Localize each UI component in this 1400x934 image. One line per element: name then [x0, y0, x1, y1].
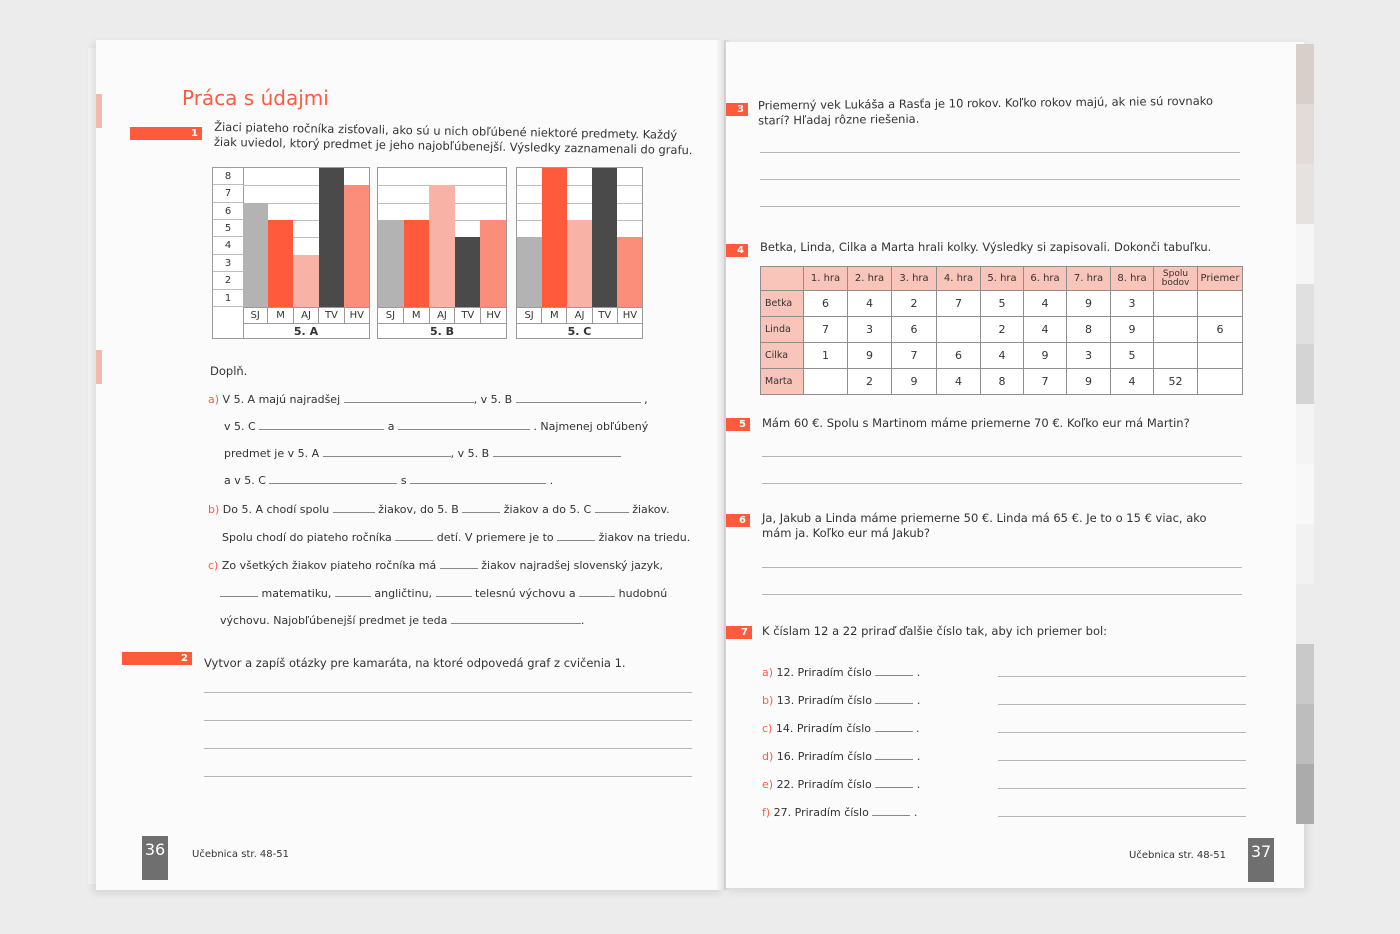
chart-class-label: 5. A: [243, 323, 369, 339]
ex7-item-e: e) 22. Priradím číslo .: [762, 778, 921, 791]
table-cell: 4: [1111, 369, 1154, 395]
x-tick-label: HV: [622, 310, 638, 321]
page-number: 36: [142, 836, 168, 880]
page-number: 37: [1248, 838, 1274, 882]
answer-blank[interactable]: [451, 613, 581, 624]
edge-tab: [1296, 644, 1314, 704]
right-page: [726, 42, 1304, 888]
y-tick-label: 6: [213, 203, 243, 220]
answer-blank[interactable]: [410, 473, 546, 484]
edge-tab: [1296, 224, 1314, 284]
bar-sj: [378, 220, 404, 307]
table-cell: 9: [848, 343, 892, 369]
table-cell: 6: [804, 291, 848, 317]
exercise-7-text: K číslam 12 a 22 priraď ďalšie číslo tak, aby ich priemer bol:: [762, 624, 1108, 638]
edge-tab: [1296, 104, 1314, 164]
answer-blank[interactable]: [557, 530, 595, 541]
answer-line[interactable]: [998, 732, 1246, 733]
table-cell[interactable]: [1154, 317, 1198, 343]
answer-line[interactable]: [204, 748, 692, 749]
table-cell: 8: [1067, 317, 1111, 343]
bar-tv: [592, 168, 617, 307]
ex7-item-f: f) 27. Priradím číslo .: [762, 806, 918, 819]
edge-tab: [1296, 44, 1314, 104]
edge-tab: [1296, 704, 1314, 764]
bar-chart-5b: [377, 167, 507, 339]
footer-textbook-ref: Učebnica str. 48-51: [1129, 850, 1226, 861]
bar-hv: [480, 220, 506, 307]
table-cell: 3: [1067, 343, 1111, 369]
answer-blank[interactable]: [493, 446, 621, 457]
edge-tab: [1296, 344, 1314, 404]
answer-blank[interactable]: [395, 530, 433, 541]
table-cell[interactable]: [937, 317, 981, 343]
answer-line[interactable]: [998, 816, 1246, 817]
table-cell: 7: [1024, 369, 1067, 395]
exercise-5-number: 5: [726, 418, 750, 431]
column-header: Priemer: [1198, 267, 1243, 291]
bar-tv: [319, 168, 344, 307]
x-tick-label: TV: [593, 308, 618, 323]
bar-hv: [344, 185, 369, 307]
bar-chart-5a: [212, 167, 370, 339]
column-header: Spolu bodov: [1154, 267, 1198, 291]
column-header: 6. hra: [1024, 267, 1067, 291]
answer-line[interactable]: [760, 179, 1240, 180]
table-cell: 5: [1111, 343, 1154, 369]
exercise-2-number: 2: [122, 652, 192, 665]
answer-blank[interactable]: [440, 558, 478, 569]
gridline: [517, 185, 642, 186]
table-header-row: [761, 267, 1243, 291]
answer-blank[interactable]: [875, 665, 913, 676]
x-tick-label: HV: [486, 310, 501, 321]
edge-tab: [1296, 524, 1314, 584]
answer-blank[interactable]: [398, 419, 530, 430]
page-title: Práca s údajmi: [182, 86, 329, 110]
x-tick-label: AJ: [430, 308, 456, 323]
bar-m: [404, 220, 430, 307]
table-row: [761, 317, 1243, 343]
answer-line[interactable]: [760, 152, 1240, 153]
exercise-4-number: 4: [726, 244, 748, 257]
corner-cell: [761, 267, 804, 291]
table-cell[interactable]: [1154, 291, 1198, 317]
answer-blank[interactable]: [462, 502, 500, 513]
table-cell: 7: [892, 343, 937, 369]
table-cell: 1: [804, 343, 848, 369]
x-tick-label: TV: [455, 308, 481, 323]
edge-tab: [1296, 164, 1314, 224]
table-cell: 6: [937, 343, 981, 369]
table-cell: 7: [937, 291, 981, 317]
table-cell: 4: [1024, 317, 1067, 343]
edge-tab: [1296, 404, 1314, 464]
left-page: [96, 40, 724, 890]
table-cell: 3: [1111, 291, 1154, 317]
y-tick-label: 8: [213, 168, 243, 185]
x-axis-labels: [517, 307, 642, 323]
x-tick-label: M: [268, 308, 293, 323]
bar-aj: [429, 185, 455, 307]
exercise-2-text: Vytvor a zapíš otázky pre kamaráta, na ktoré odpovedá graf z cvičenia 1.: [204, 656, 626, 670]
ex7-item-d: d) 16. Priradím číslo .: [762, 750, 921, 763]
ex7-item-c: c) 14. Priradím číslo .: [762, 722, 920, 735]
y-tick-label: 2: [213, 272, 243, 289]
fill-a-line4: a v 5. C s .: [224, 474, 554, 487]
table-cell[interactable]: [1198, 369, 1243, 395]
fill-b-line1: b) Do 5. A chodí spolu žiakov, do 5. B žiakov a do 5. C žiakov.: [208, 503, 670, 516]
column-header: 7. hra: [1067, 267, 1111, 291]
exercise-6-text: Ja, Jakub a Linda máme priemerne 50 €. Linda má 65 €. Je to o 15 € viac, ako mám ja. Koľko eur má Jakub?: [762, 511, 1207, 540]
fill-c-line1: c) Zo všetkých žiakov piateho ročníka má žiakov najradšej slovenský jazyk,: [208, 559, 664, 572]
answer-line[interactable]: [998, 788, 1246, 789]
edge-color-tabs: [1296, 44, 1314, 884]
fill-c-line3: výchovu. Najobľúbenejší predmet je teda .: [220, 614, 585, 627]
x-tick-label: SJ: [517, 308, 542, 323]
answer-line[interactable]: [204, 692, 692, 693]
answer-blank[interactable]: [220, 586, 258, 597]
footer-textbook-ref: Učebnica str. 48-51: [192, 849, 289, 860]
column-header: 1. hra: [804, 267, 848, 291]
x-tick-label: HV: [349, 310, 365, 321]
answer-line[interactable]: [760, 206, 1240, 207]
x-tick-label: TV: [319, 308, 344, 323]
x-axis-labels: [243, 307, 369, 323]
answer-blank[interactable]: [269, 473, 397, 484]
x-tick-label: M: [542, 308, 567, 323]
table-cell: 5: [981, 291, 1024, 317]
edge-tab: [1296, 584, 1314, 644]
answer-line[interactable]: [204, 720, 692, 721]
answer-line[interactable]: [204, 776, 692, 777]
answer-blank[interactable]: [436, 586, 472, 597]
column-header: 8. hra: [1111, 267, 1154, 291]
bar-chart-5c: [516, 167, 643, 339]
exercise-3-text: Priemerný vek Lukáša a Rasťa je 10 rokov. Koľko rokov majú, ak nie sú rovnako starí? Hľadaj rôzne riešenia.: [757, 93, 1214, 128]
exercise-7-number: 7: [726, 626, 752, 639]
gridline: [517, 203, 642, 204]
answer-blank[interactable]: [875, 777, 913, 788]
table-cell: 2: [848, 369, 892, 395]
y-tick-label: 5: [213, 220, 243, 237]
exercise-6-number: 6: [726, 514, 750, 527]
table-cell: 9: [1111, 317, 1154, 343]
plot-area: [378, 168, 506, 307]
answer-blank[interactable]: [344, 392, 474, 403]
table-cell: 4: [848, 291, 892, 317]
column-header: 4. hra: [937, 267, 981, 291]
plot-area: [517, 168, 642, 307]
fill-c-line2: matematiku, angličtinu, telesnú výchovu a hudobnú: [220, 586, 698, 601]
table-cell[interactable]: [1198, 343, 1243, 369]
table-cell: 2: [892, 291, 937, 317]
x-axis-labels: [378, 307, 506, 323]
answer-line[interactable]: [762, 594, 1242, 595]
answer-blank[interactable]: [595, 502, 629, 513]
x-tick-label: SJ: [243, 308, 268, 323]
table-cell: 8: [981, 369, 1024, 395]
column-header: 2. hra: [848, 267, 892, 291]
x-tick-label: AJ: [294, 308, 319, 323]
answer-blank[interactable]: [516, 392, 641, 403]
bar-m: [268, 220, 293, 307]
bar-aj: [567, 220, 592, 307]
column-header: 5. hra: [981, 267, 1024, 291]
fill-a-line3: predmet je v 5. A , v 5. B: [224, 446, 684, 461]
answer-blank[interactable]: [872, 805, 910, 816]
table-cell: 6: [1198, 317, 1243, 343]
edge-tab: [1296, 284, 1314, 344]
answer-line[interactable]: [998, 704, 1246, 705]
table-row: [761, 369, 1243, 395]
table-cell: 9: [1067, 291, 1111, 317]
ex7-item-b: b) 13. Priradím číslo .: [762, 694, 921, 707]
fill-in-instruction: Doplň.: [210, 364, 248, 378]
answer-line[interactable]: [998, 760, 1246, 761]
exercise-5-text: Mám 60 €. Spolu s Martinom máme priemerne 70 €. Koľko eur má Martin?: [762, 416, 1190, 430]
table-cell: 52: [1154, 369, 1198, 395]
table-row: [761, 343, 1243, 369]
bar-aj: [293, 255, 318, 307]
answer-line[interactable]: [998, 676, 1246, 677]
bar-sj: [517, 237, 542, 307]
y-tick-label: 4: [213, 237, 243, 254]
table-cell[interactable]: [1154, 343, 1198, 369]
table-cell: 9: [1067, 369, 1111, 395]
column-header: 3. hra: [892, 267, 937, 291]
row-name: Betka: [761, 291, 804, 317]
answer-line[interactable]: [762, 483, 1242, 484]
bar-hv: [617, 237, 642, 307]
bar-m: [542, 168, 567, 307]
answer-blank[interactable]: [579, 586, 615, 597]
table-cell: 9: [1024, 343, 1067, 369]
exercise-3-number: 3: [726, 103, 748, 116]
fill-a-line2: v 5. C a . Najmenej obľúbený: [224, 420, 649, 433]
bar-tv: [455, 237, 481, 307]
answer-blank[interactable]: [875, 749, 913, 760]
table-cell[interactable]: [1198, 291, 1243, 317]
x-tick-label: M: [404, 308, 430, 323]
answer-blank[interactable]: [335, 586, 371, 597]
table-cell: 9: [892, 369, 937, 395]
chart-class-label: 5. C: [517, 323, 642, 339]
answer-blank[interactable]: [875, 721, 913, 732]
edge-tab: [1296, 764, 1314, 824]
y-tick-label: 7: [213, 185, 243, 202]
answer-blank[interactable]: [259, 419, 384, 430]
table-cell: 4: [1024, 291, 1067, 317]
row-name: Linda: [761, 317, 804, 343]
table-cell[interactable]: [804, 369, 848, 395]
answer-blank[interactable]: [875, 693, 913, 704]
exercise-1-number: 1: [130, 127, 202, 140]
bowling-score-table: [760, 266, 1243, 395]
x-tick-label: AJ: [567, 308, 592, 323]
fill-a-line1: a) V 5. A majú najradšej , v 5. B ,: [208, 393, 648, 406]
chart-class-label: 5. B: [378, 323, 506, 339]
y-tick-label: 3: [213, 255, 243, 272]
row-name: Cilka: [761, 343, 804, 369]
table-cell: 7: [804, 317, 848, 343]
answer-blank[interactable]: [333, 502, 375, 513]
answer-line[interactable]: [762, 567, 1242, 568]
table-cell: 4: [937, 369, 981, 395]
edge-tab: [1296, 464, 1314, 524]
row-name: Marta: [761, 369, 804, 395]
table-cell: 6: [892, 317, 937, 343]
bar-sj: [243, 203, 268, 307]
exercise-4-text: Betka, Linda, Cilka a Marta hrali kolky. Výsledky si zapisovali. Dokonči tabuľku.: [760, 240, 1212, 254]
exercise-1-text: Žiaci piateho ročníka zisťovali, ako sú u nich obľúbené niektoré predmety. Každý žiak uviedol, ktorý predmet je jeho najobľúbenejší. Výsledky zaznamenali do grafu.: [213, 119, 693, 158]
edge-tab-marker: [96, 350, 102, 384]
y-tick-label: 1: [213, 290, 243, 307]
plot-area: [243, 168, 369, 307]
table-row: [761, 291, 1243, 317]
answer-blank[interactable]: [323, 446, 451, 457]
edge-tab-marker: [96, 94, 102, 128]
table-cell: 2: [981, 317, 1024, 343]
ex7-item-a: a) 12. Priradím číslo .: [762, 666, 921, 679]
fill-b-line2: Spolu chodí do piateho ročníka detí. V priemere je to žiakov na triedu.: [222, 531, 691, 544]
x-tick-label: SJ: [378, 308, 404, 323]
table-cell: 3: [848, 317, 892, 343]
table-cell: 4: [981, 343, 1024, 369]
answer-line[interactable]: [762, 456, 1242, 457]
